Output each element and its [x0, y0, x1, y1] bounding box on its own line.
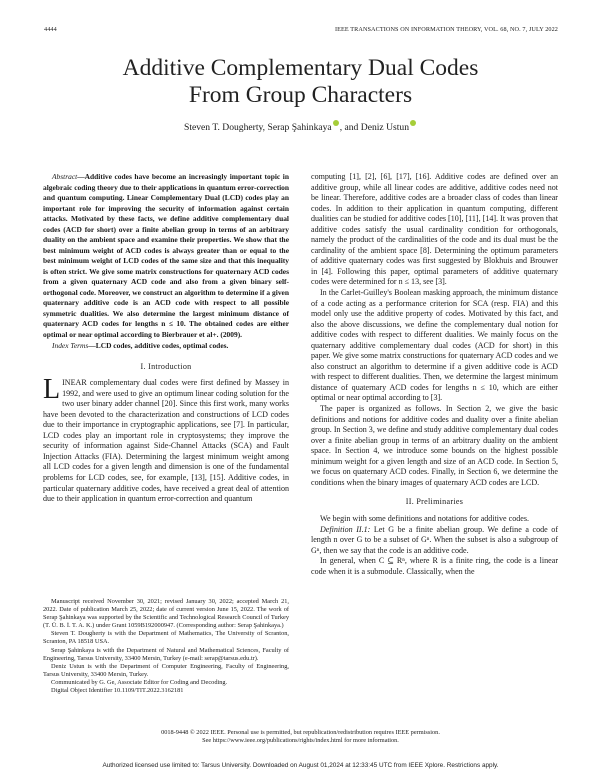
right-column — [311, 172, 558, 577]
copyright-notice — [0, 729, 601, 745]
left-column — [43, 172, 289, 505]
orcid-icon[interactable] — [333, 120, 339, 126]
abstract-text: —Additive codes have become an increasingly important topic in algebraic coding theory due to their applications in quantum error-correction and quantum computing. Linear Complementary Dual (LCD) codes play an important role for improving the security of information against certain attacks. Motivated by these facts, we define additive complementary dual codes (ACD for short) over a finite abelian group in terms of an arbitrary duality on the ambient space and examine their properties. We show that the best minimum weight of ACD codes is always greater than or equal to the best minimum weight of LCD codes of the same size and that this inequality is often strict. We give some matrix constructions for quaternary ACD codes from a given quaternary ACD code and also from a given binary self-orthogonal code. Moreover, we construct an algorithm to determine if a given quaternary additive code is an ACD code with respect to all possible symmetric dualities. We also determine the largest minimum distance of quaternary ACD codes for lengths n ≤ 10. The obtained codes are either optimal or near optimal according to Bierbrauer et al+. (2009). — [43, 172, 289, 339]
journal-header: IEEE TRANSACTIONS ON INFORMATION THEORY, VOL. 68, NO. 7, JULY 2022 — [334, 26, 558, 33]
index-terms — [43, 341, 289, 352]
author-separator: , and — [339, 122, 361, 134]
footnote-manuscript: Manuscript received November 30, 2021; revised January 30, 2022; accepted March 21, 2022. Date of publication March 25, 2022; date of current version June 15, 2022. The work of Serap Şahinkaya was supported by the Scientific and Technological Research Council of Turkey (T. Ü. B. İ. T. A. K.) under Grant 1059B192000947. (Corresponding author: Serap Şahinkaya.) — [43, 598, 289, 630]
copyright-line-1: 0018-9448 © 2022 IEEE. Personal use is permitted, but republication/redistribution requires IEEE permission. — [161, 729, 440, 736]
section-heading-introduction: I. Introduction — [140, 361, 192, 371]
footnotes — [43, 598, 289, 695]
license-footer: Authorized licensed use limited to: Tarsus University. Downloaded on August 01,2024 at 12:33:45 UTC from IEEE Xplore. Restrictions apply. — [102, 762, 499, 769]
prelim-paragraph-1: We begin with some definitions and notations for additive codes. — [320, 513, 529, 523]
page-number: 4444 — [44, 26, 57, 33]
orcid-icon[interactable] — [410, 120, 416, 126]
footnote-ustun: Deniz Ustun is with the Department of Computer Engineering, Faculty of Engineering, Tarsus University, 33400 Mersin, Turkey. — [43, 662, 289, 678]
footnote-sahinkaya: Serap Şahinkaya is with the Department of Natural and Mathematical Sciences, Faculty of Engineering, Tarsus University, 33400 Mersin, Turkey (e-mail: serap@tarsus.edu.tr). — [43, 646, 289, 662]
abstract-label: Abstract — [52, 172, 78, 181]
intro-paragraph-1 — [43, 374, 289, 505]
definition-2-1 — [311, 525, 558, 557]
title-line-2: From Group Characters — [188, 82, 413, 108]
intro-paragraph-2: In the Carlet-Guilley's Boolean masking approach, the minimum distance of a code acting as a performance criterion for SCA (resp. FIA) and this model only use the additive property of codes. Motivated by this fact, and also the above discussions, we define the complementary dual notion for additive codes with respect to different dualities. We mainly focus on the quaternary additive complementary dual codes (ACD for short) in this paper. We give some matrix constructions for quaternary ACD codes and we also construct an algorithm to determine if a given additive code is ACD with respect to different dualities. Then, we determine the largest minimum distance of quaternary ACD codes for lengths n ≤ 10, which are either optimal or near optimal according to [3]. — [311, 288, 558, 403]
index-terms-text: —LCD codes, additive codes, optimal codes. — [88, 341, 229, 350]
drop-cap: L — [43, 374, 61, 406]
footnote-dougherty: Steven T. Dougherty is with the Department of Mathematics, The University of Scranton, Scranton, PA 18518 USA. — [43, 630, 289, 646]
intro-paragraph-1-text: INEAR complementary dual codes were first defined by Massey in 1992, and were used to give an optimum linear coding solution for the two user binary adder channel [20]. Since this first work, many works have been devoted to the characterization and constructions of LCD codes due to their importance in cryptographic applications, see [7]. In particular, LCD codes play an important role in cryptosystems; they improve the security of information against Side-Channel Attacks (SCA) and Fault Injection Attacks (FIA). Determining the largest minimum weight among all LCD codes for a given length and dimension is one of the fundamental problems for LCD codes, see, for example, [13], [15]. Additive codes, in particular quaternary additive codes, have received a great deal of attention due to their application in quantum error-correction and quantum — [43, 378, 289, 504]
copyright-line-2: See https://www.ieee.org/publications/rights/index.html for more information. — [202, 737, 399, 744]
intro-paragraph-1-continued: computing [1], [2], [6], [17], [16]. Additive codes are defined over an additive group, while all linear codes are additive, additive codes need not be linear. Therefore, additive codes are a broader class of codes than linear codes. In addition to their application in quantum computing, different dualities can be studied for additive codes [10], [11], [14]. It was proven that additive codes satisfy the usual cardinality condition for orthogonals, namely the product of the cardinalities of the code and its dual must be the cardinality of the ambient space [8]. Determining the optimum parameters of additive quaternary codes was first suggested by Blokhuis and Brouwer in [4]. Following this paper, optimal parameters of additive quaternary codes were determined for n ≤ 13, see [3]. — [311, 172, 558, 287]
section-heading-preliminaries: II. Preliminaries — [405, 497, 464, 507]
definition-label: Definition II.1: — [320, 524, 371, 534]
title-line-1: Additive Complementary Dual Codes — [122, 55, 479, 81]
paper-title — [0, 55, 601, 109]
definition-text: Let G be a finite abelian group. We define a code of length n over G to be a subset of Gⁿ. When the subset is also a subgroup of Gⁿ, then we say that the code is an additive code. — [311, 524, 558, 555]
author-dougherty: Steven T. Dougherty, — [183, 122, 268, 134]
abstract — [43, 172, 289, 340]
footnote-communicated: Communicated by G. Ge, Associate Editor for Coding and Decoding. — [51, 678, 228, 686]
author-sahinkaya: Serap Şahinkaya — [267, 122, 332, 134]
author-ustun: Deniz Ustun — [360, 122, 409, 134]
index-terms-label: Index Terms — [52, 341, 89, 350]
footnote-doi: Digital Object Identifier 10.1109/TIT.2022.3162181 — [51, 687, 184, 695]
intro-paragraph-3: The paper is organized as follows. In Section 2, we give the basic definitions and notions for additive codes and duality over a finite abelian group. In Section 3, we define and study additive complementary dual codes over a finite abelian group in terms of an arbitrary duality on the ambient space. In Section 4, we introduce some bounds on the highest possible minimum weight for a given length and size of an ACD code. In Section 5, we focus on quaternary ACD codes. Finally, in Section 6, we determine the conditions when the binary images of quaternary ACD codes are LCD. — [311, 404, 558, 487]
author-list — [0, 120, 601, 133]
prelim-paragraph-2: In general, when C ⊆ Rⁿ, where R is a finite ring, the code is a linear code when it is a submodule. Classically, when the — [311, 556, 558, 576]
